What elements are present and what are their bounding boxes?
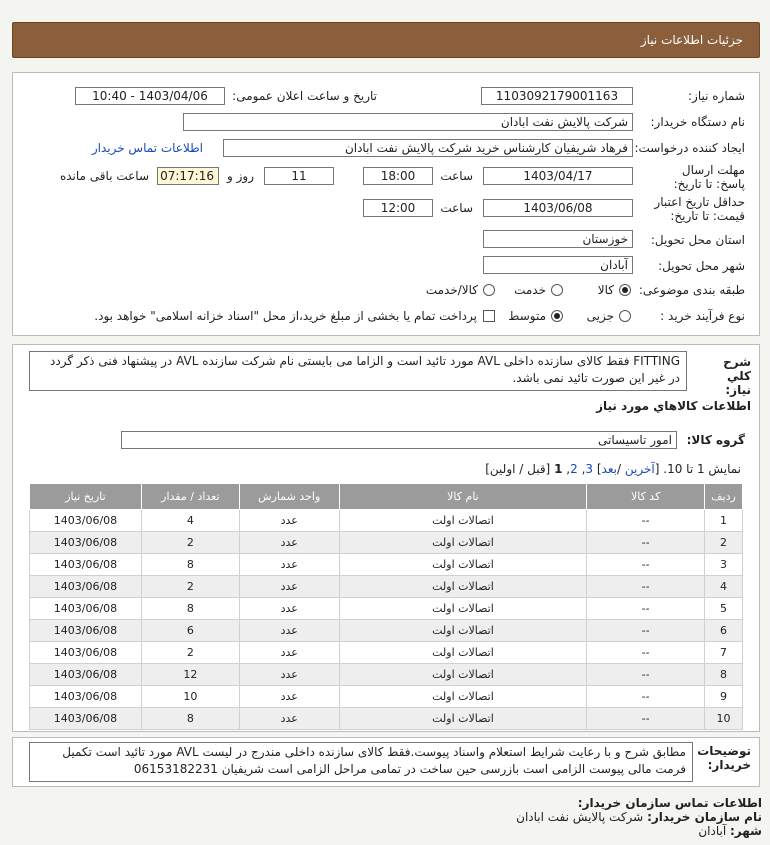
validity-time-field: 12:00 (363, 199, 433, 217)
cell-need-date: 1403/06/08 (30, 686, 142, 708)
cell-goods-name: اتصالات اولت (339, 554, 587, 576)
cell-row-number: 7 (705, 642, 743, 664)
pagination-page-1: 1 (554, 462, 563, 476)
buyer-notes-label: توضیحات خریدار: (697, 744, 751, 772)
cell-quantity: 2 (141, 532, 239, 554)
table-row (30, 642, 743, 664)
contact-city-label: شهر: (730, 824, 762, 838)
buyer-org-field: شرکت پالایش نفت ابادان (183, 113, 633, 131)
cell-quantity: 8 (141, 708, 239, 730)
contact-org-label: نام سازمان خریدار: (647, 810, 762, 824)
cell-goods-name: اتصالات اولت (339, 642, 587, 664)
cell-unit: عدد (239, 576, 339, 598)
cell-row-number: 3 (705, 554, 743, 576)
cell-quantity: 8 (141, 598, 239, 620)
description-box: FITTING فقط کالای سازنده داخلی AVL مورد تائید است و الزاما می بایستی نام شرکت سازنده AVL در پیشنهاد فنی ذکر گردد در غیر این صورت تائید نمی باشد. (29, 351, 687, 391)
page-header (12, 22, 760, 58)
table-row (30, 510, 743, 532)
table-row (30, 532, 743, 554)
cell-goods-code: -- (587, 620, 705, 642)
goods-group-label: گروه کالا: (686, 433, 745, 447)
buyer-notes-box: مطابق شرح و با رعایت شرایط استعلام واسناد پیوست.فقط کالای سازنده داخلی مندرج در لیست AVL مورد تائید است تکمیل فرمت مالی پیوست الزامی است بازرسی حین ساخت در تمامی مراحل الزامی است شریفیان 06153182231 (29, 742, 693, 782)
cell-unit: عدد (239, 532, 339, 554)
category-goods-label: کالا (597, 283, 614, 297)
cell-goods-name: اتصالات اولت (339, 598, 587, 620)
col-qty: تعداد / مقدار (141, 484, 239, 510)
table-row (30, 708, 743, 730)
col-date: تاریخ نیاز (30, 484, 142, 510)
requester-label: ایجاد کننده درخواست: (634, 141, 745, 155)
cell-unit: عدد (239, 620, 339, 642)
cell-goods-name: اتصالات اولت (339, 686, 587, 708)
pagination-tail: [قبل / اولین] (485, 462, 551, 476)
table-row (30, 576, 743, 598)
need-number-field: 1103092179001163 (481, 87, 633, 105)
cell-quantity: 6 (141, 620, 239, 642)
description-label: شرح کلي نياز: (723, 355, 751, 397)
cell-row-number: 1 (705, 510, 743, 532)
deadline-date-field: 1403/04/17 (483, 167, 633, 185)
cell-unit: عدد (239, 686, 339, 708)
cell-row-number: 10 (705, 708, 743, 730)
cell-row-number: 5 (705, 598, 743, 620)
cell-goods-code: -- (587, 642, 705, 664)
cell-quantity: 4 (141, 510, 239, 532)
buyer-notes-panel (12, 737, 760, 787)
cell-need-date: 1403/06/08 (30, 620, 142, 642)
category-service-label: خدمت (514, 283, 546, 297)
contact-city: آبادان (698, 824, 727, 838)
pagination-next[interactable]: بعد (601, 462, 617, 476)
cell-goods-code: -- (587, 664, 705, 686)
cell-goods-code: -- (587, 576, 705, 598)
col-unit: واحد شمارش (239, 484, 339, 510)
cell-goods-code: -- (587, 554, 705, 576)
cell-need-date: 1403/06/08 (30, 532, 142, 554)
cell-goods-name: اتصالات اولت (339, 532, 587, 554)
pagination: نمایش 1 تا 10. [آخرین /بعد] 3, 2, 1 [قبل / اولین] (485, 462, 741, 476)
cell-row-number: 2 (705, 532, 743, 554)
category-goods-service-radio[interactable] (483, 284, 495, 296)
col-row: ردیف (705, 484, 743, 510)
cell-goods-name: اتصالات اولت (339, 664, 587, 686)
process-medium-radio[interactable] (551, 310, 563, 322)
province-field: خوزستان (483, 230, 633, 248)
cell-goods-name: اتصالات اولت (339, 620, 587, 642)
pagination-page-3[interactable]: 3 (585, 462, 594, 476)
days-field: 11 (264, 167, 334, 185)
cell-need-date: 1403/06/08 (30, 708, 142, 730)
pagination-last[interactable]: آخرین (624, 462, 655, 476)
cell-goods-code: -- (587, 708, 705, 730)
deadline-time-label: ساعت (440, 169, 473, 183)
cell-quantity: 8 (141, 554, 239, 576)
cell-goods-name: اتصالات اولت (339, 576, 587, 598)
process-minor-radio[interactable] (619, 310, 631, 322)
table-row (30, 686, 743, 708)
contact-org: شرکت پالایش نفت ابادان (516, 810, 644, 824)
remaining-label: ساعت باقی مانده (59, 169, 149, 183)
city-field: آبادان (483, 256, 633, 274)
page-title: جزئیات اطلاعات نیاز (640, 33, 743, 47)
announce-field: 1403/04/06 - 10:40 (75, 87, 225, 105)
pagination-page-2[interactable]: 2 (570, 462, 578, 476)
goods-section-title: اطلاعات کالاهاي مورد نياز (596, 399, 751, 413)
cell-unit: عدد (239, 708, 339, 730)
cell-unit: عدد (239, 598, 339, 620)
cell-goods-code: -- (587, 532, 705, 554)
cell-row-number: 8 (705, 664, 743, 686)
cell-unit: عدد (239, 554, 339, 576)
cell-need-date: 1403/06/08 (30, 664, 142, 686)
cell-unit: عدد (239, 664, 339, 686)
announce-label: تاریخ و ساعت اعلان عمومی: (232, 89, 377, 103)
need-info-panel (12, 72, 760, 336)
cell-row-number: 6 (705, 620, 743, 642)
requester-field: فرهاد شریفیان کارشناس خرید شرکت پالایش نفت ابادان (223, 139, 633, 157)
need-number-label: شماره نیاز: (688, 89, 745, 103)
goods-panel (12, 344, 760, 732)
cell-unit: عدد (239, 642, 339, 664)
cell-goods-code: -- (587, 598, 705, 620)
category-label: طبقه بندی موضوعی: (638, 283, 745, 297)
pagination-prefix: نمایش 1 تا 10. (663, 462, 741, 476)
table-row (30, 554, 743, 576)
contact-section (516, 796, 762, 838)
category-service-radio[interactable] (551, 284, 563, 296)
cell-need-date: 1403/06/08 (30, 554, 142, 576)
cell-need-date: 1403/06/08 (30, 598, 142, 620)
col-code: کد کالا (587, 484, 705, 510)
validity-label: حداقل تاریخ اعتبار قیمت: تا تاریخ: (654, 195, 745, 223)
contact-title: اطلاعات تماس سازمان خریدار: (577, 796, 762, 810)
cell-need-date: 1403/06/08 (30, 642, 142, 664)
cell-need-date: 1403/06/08 (30, 576, 142, 598)
cell-goods-code: -- (587, 510, 705, 532)
province-label: استان محل تحویل: (650, 233, 745, 247)
treasury-checkbox[interactable] (483, 310, 495, 322)
days-label: روز و (227, 169, 254, 183)
cell-unit: عدد (239, 510, 339, 532)
category-goods-service-label: کالا/خدمت (425, 283, 478, 297)
validity-time-label: ساعت (440, 201, 473, 215)
city-label: شهر محل تحویل: (658, 259, 745, 273)
cell-goods-name: اتصالات اولت (339, 510, 587, 532)
cell-need-date: 1403/06/08 (30, 510, 142, 532)
cell-row-number: 9 (705, 686, 743, 708)
cell-quantity: 2 (141, 642, 239, 664)
goods-table (29, 483, 743, 730)
deadline-time-field: 18:00 (363, 167, 433, 185)
cell-quantity: 2 (141, 576, 239, 598)
process-label: نوع فرآیند خرید : (660, 309, 745, 323)
col-name: نام کالا (339, 484, 587, 510)
remaining-time-field: 07:17:16 (157, 167, 219, 185)
goods-group-field: امور تاسیساتی (121, 431, 677, 449)
process-minor-label: جزیی (586, 309, 614, 323)
cell-quantity: 12 (141, 664, 239, 686)
table-row (30, 598, 743, 620)
buyer-org-label: نام دستگاه خریدار: (650, 115, 745, 129)
category-goods-radio[interactable] (619, 284, 631, 296)
deadline-label: مهلت ارسال پاسخ: تا تاریخ: (673, 163, 745, 191)
cell-goods-code: -- (587, 686, 705, 708)
validity-date-field: 1403/06/08 (483, 199, 633, 217)
table-row (30, 620, 743, 642)
cell-goods-name: اتصالات اولت (339, 708, 587, 730)
table-row (30, 664, 743, 686)
cell-row-number: 4 (705, 576, 743, 598)
cell-quantity: 10 (141, 686, 239, 708)
process-medium-label: متوسط (508, 309, 546, 323)
contact-info-link[interactable]: اطلاعات تماس خریدار (91, 141, 203, 155)
payment-note: پرداخت تمام یا بخشی از مبلغ خرید،از محل "اسناد خزانه اسلامی" خواهد بود. (94, 309, 477, 323)
